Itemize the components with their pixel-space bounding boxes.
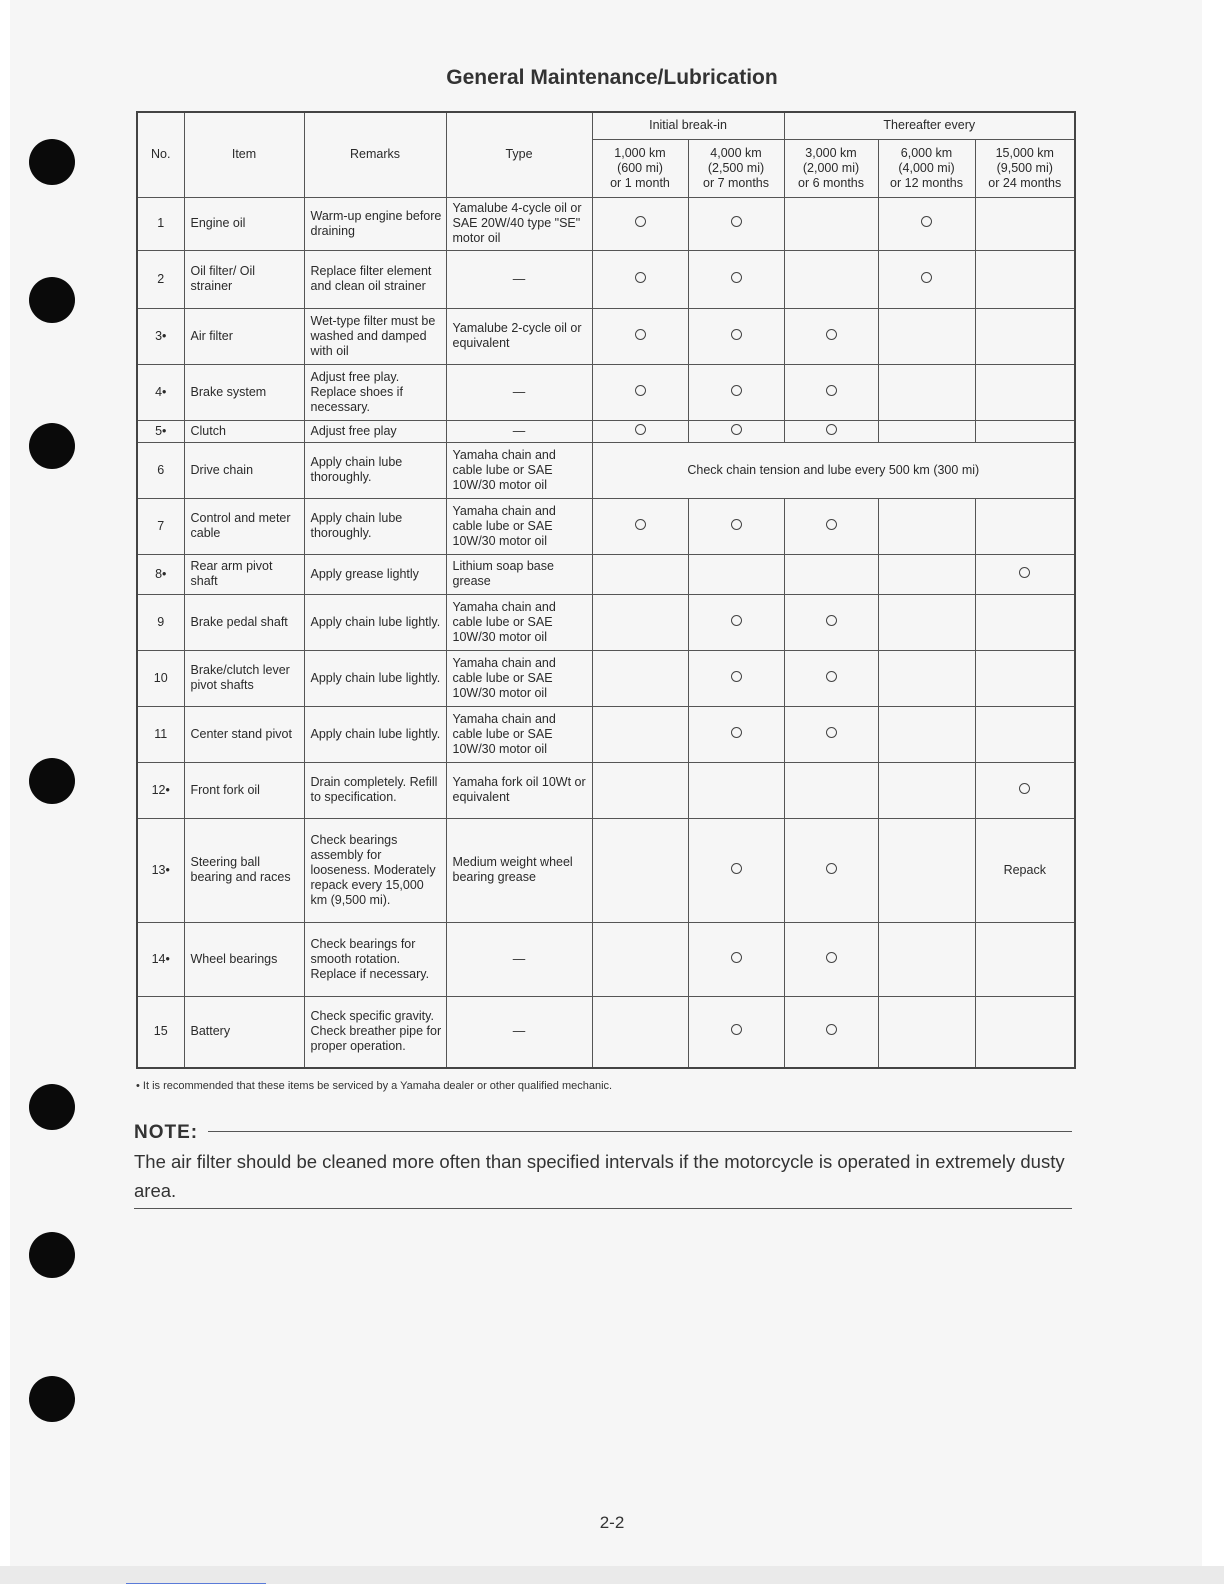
- interval-cell: [784, 922, 878, 996]
- interval-cell: [592, 594, 688, 650]
- interval-cell: [878, 762, 975, 818]
- interval-cell: [592, 996, 688, 1068]
- interval-cell: [688, 922, 784, 996]
- circle-mark-icon: [635, 329, 646, 340]
- circle-mark-icon: [826, 1024, 837, 1035]
- header-item: Item: [184, 112, 304, 197]
- table-row: [137, 762, 1075, 818]
- interval-cell: [784, 762, 878, 818]
- note-divider: [134, 1208, 1072, 1209]
- interval-cell: [592, 197, 688, 250]
- footnote: • It is recommended that these items be serviced by a Yamaha dealer or other qualified mechanic.: [136, 1080, 613, 1092]
- header-interval-line: or 24 months: [988, 175, 1062, 190]
- circle-mark-icon: [731, 615, 742, 626]
- row-remarks: Replace filter element and clean oil strainer: [304, 250, 446, 308]
- interval-cell: [784, 706, 878, 762]
- circle-mark-icon: [826, 863, 837, 874]
- row-number: 14•: [137, 922, 184, 996]
- note-text: The air filter should be cleaned more often than specified intervals if the motorcycle is operated in extremely dusty area.: [134, 1151, 1065, 1201]
- header-interval-line: (2,500 mi): [707, 160, 765, 175]
- header-interval-line: (2,000 mi): [802, 160, 860, 175]
- interval-cell-text: Repack: [975, 818, 1075, 922]
- circle-mark-icon: [1019, 567, 1030, 578]
- table-row: [137, 650, 1075, 706]
- interval-cell: [975, 197, 1075, 250]
- circle-mark-icon: [921, 216, 932, 227]
- table-row: [137, 818, 1075, 922]
- row-number: 4•: [137, 364, 184, 420]
- circle-mark-icon: [826, 727, 837, 738]
- interval-cell: [975, 594, 1075, 650]
- row-number: 9: [137, 594, 184, 650]
- circle-mark-icon: [826, 615, 837, 626]
- circle-mark-icon: [921, 272, 932, 283]
- header-interval-line: or 6 months: [798, 175, 865, 190]
- circle-mark-icon: [635, 424, 646, 435]
- interval-cell: [878, 594, 975, 650]
- interval-cell: [784, 308, 878, 364]
- interval-cell: [592, 364, 688, 420]
- row-remarks: Drain completely. Refill to specification.: [304, 762, 446, 818]
- binder-hole: [29, 423, 75, 469]
- interval-cell: [784, 250, 878, 308]
- interval-cell: [975, 650, 1075, 706]
- row-type: Yamaha chain and cable lube or SAE 10W/30 motor oil: [446, 594, 592, 650]
- row-number: 7: [137, 498, 184, 554]
- interval-cell: [688, 650, 784, 706]
- interval-cell: [878, 420, 975, 442]
- circle-mark-icon: [826, 519, 837, 530]
- table-row: [137, 442, 1075, 498]
- binder-hole: [29, 1232, 75, 1278]
- row-item: Brake pedal shaft: [184, 594, 304, 650]
- interval-cell: [688, 594, 784, 650]
- header-interval-line: (600 mi): [617, 160, 663, 175]
- binder-hole: [29, 1084, 75, 1130]
- interval-cell: [688, 818, 784, 922]
- header-interval: [592, 139, 688, 197]
- row-type: Medium weight wheel bearing grease: [446, 818, 592, 922]
- binder-hole: [29, 758, 75, 804]
- row-number: 13•: [137, 818, 184, 922]
- interval-cell: [592, 250, 688, 308]
- row-remarks: Wet-type filter must be washed and damped with oil: [304, 308, 446, 364]
- row-remarks: Apply grease lightly: [304, 554, 446, 594]
- interval-cell: [878, 364, 975, 420]
- interval-cell: [975, 554, 1075, 594]
- row-type: Yamaha chain and cable lube or SAE 10W/30 motor oil: [446, 442, 592, 498]
- interval-cell: [784, 594, 878, 650]
- row-item: Drive chain: [184, 442, 304, 498]
- header-interval-line: (9,500 mi): [996, 160, 1053, 175]
- circle-mark-icon: [635, 216, 646, 227]
- circle-mark-icon: [826, 424, 837, 435]
- header-type: Type: [446, 112, 592, 197]
- circle-mark-icon: [731, 216, 742, 227]
- interval-cell: [784, 996, 878, 1068]
- table-row: [137, 197, 1075, 250]
- circle-mark-icon: [731, 519, 742, 530]
- row-remarks: Apply chain lube lightly.: [304, 706, 446, 762]
- interval-cell: [784, 650, 878, 706]
- row-remarks: Adjust free play: [304, 420, 446, 442]
- row-remarks: Apply chain lube thoroughly.: [304, 498, 446, 554]
- table-row: [137, 308, 1075, 364]
- table-row: [137, 594, 1075, 650]
- row-remarks: Apply chain lube lightly.: [304, 594, 446, 650]
- header-initial-break-in: Initial break-in: [592, 112, 784, 139]
- row-item: Clutch: [184, 420, 304, 442]
- table-row: [137, 996, 1075, 1068]
- row-type: Yamaha fork oil 10Wt or equivalent: [446, 762, 592, 818]
- binder-hole: [29, 139, 75, 185]
- row-item: Engine oil: [184, 197, 304, 250]
- interval-cell: [784, 364, 878, 420]
- interval-cell: [688, 996, 784, 1068]
- interval-cell: [975, 762, 1075, 818]
- interval-cell: [592, 922, 688, 996]
- note-label: NOTE:: [134, 1122, 199, 1143]
- table-row: [137, 554, 1075, 594]
- interval-cell: [878, 308, 975, 364]
- note-divider: [208, 1131, 1072, 1132]
- row-type: Yamaha chain and cable lube or SAE 10W/30 motor oil: [446, 650, 592, 706]
- binder-hole: [29, 1376, 75, 1422]
- interval-cell: [688, 420, 784, 442]
- interval-cell: [975, 922, 1075, 996]
- row-item: Center stand pivot: [184, 706, 304, 762]
- interval-cell: [784, 197, 878, 250]
- interval-cell: [592, 706, 688, 762]
- row-remarks: Adjust free play. Replace shoes if necessary.: [304, 364, 446, 420]
- interval-cell: [688, 554, 784, 594]
- row-number: 3•: [137, 308, 184, 364]
- interval-cell: [878, 650, 975, 706]
- header-interval-line: 15,000 km: [995, 145, 1054, 160]
- row-type: —: [446, 996, 592, 1068]
- circle-mark-icon: [731, 272, 742, 283]
- interval-cell: [975, 706, 1075, 762]
- interval-cell: [784, 554, 878, 594]
- header-interval-line: 4,000 km: [710, 145, 762, 160]
- circle-mark-icon: [826, 329, 837, 340]
- interval-cell: [592, 554, 688, 594]
- row-number: 12•: [137, 762, 184, 818]
- interval-cell: [878, 922, 975, 996]
- row-item: Oil filter/ Oil strainer: [184, 250, 304, 308]
- row-type: —: [446, 364, 592, 420]
- circle-mark-icon: [826, 952, 837, 963]
- page-title: General Maintenance/Lubrication: [446, 66, 778, 89]
- row-number: 15: [137, 996, 184, 1068]
- row-item: Front fork oil: [184, 762, 304, 818]
- table-row: [137, 420, 1075, 442]
- interval-cell: [688, 250, 784, 308]
- header-interval-line: 1,000 km: [614, 145, 666, 160]
- circle-mark-icon: [731, 329, 742, 340]
- interval-cell: [975, 308, 1075, 364]
- interval-cell: [592, 818, 688, 922]
- header-interval-line: or 12 months: [890, 175, 963, 190]
- row-span-text: Check chain tension and lube every 500 km (300 mi): [592, 442, 1075, 498]
- row-item: Air filter: [184, 308, 304, 364]
- row-item: Battery: [184, 996, 304, 1068]
- row-item: Brake system: [184, 364, 304, 420]
- header-interval: [784, 139, 878, 197]
- row-remarks: Warm-up engine before draining: [304, 197, 446, 250]
- row-item: Wheel bearings: [184, 922, 304, 996]
- interval-cell: [592, 308, 688, 364]
- binder-hole: [29, 277, 75, 323]
- row-type: Yamaha chain and cable lube or SAE 10W/30 motor oil: [446, 498, 592, 554]
- interval-cell: [688, 308, 784, 364]
- interval-cell: [878, 554, 975, 594]
- interval-cell: [878, 706, 975, 762]
- header-interval-line: 3,000 km: [805, 145, 857, 160]
- row-number: 11: [137, 706, 184, 762]
- table-row: [137, 498, 1075, 554]
- header-interval-line: or 7 months: [703, 175, 770, 190]
- row-type: Lithium soap base grease: [446, 554, 592, 594]
- viewer-bottom-bar: [0, 1566, 1224, 1584]
- row-number: 1: [137, 197, 184, 250]
- row-remarks: Check bearings for smooth rotation. Replace if necessary.: [304, 922, 446, 996]
- header-no: No.: [137, 112, 184, 197]
- interval-cell: [688, 498, 784, 554]
- circle-mark-icon: [731, 863, 742, 874]
- interval-cell: [975, 250, 1075, 308]
- header-interval: [688, 139, 784, 197]
- row-type: —: [446, 922, 592, 996]
- interval-cell: [975, 996, 1075, 1068]
- circle-mark-icon: [731, 385, 742, 396]
- table-row: [137, 706, 1075, 762]
- circle-mark-icon: [731, 424, 742, 435]
- interval-cell: [688, 364, 784, 420]
- interval-cell: [878, 197, 975, 250]
- circle-mark-icon: [731, 671, 742, 682]
- row-number: 10: [137, 650, 184, 706]
- page-number: 2-2: [599, 1513, 625, 1532]
- header-remarks: Remarks: [304, 112, 446, 197]
- interval-cell: [688, 197, 784, 250]
- interval-cell: [878, 818, 975, 922]
- row-remarks: Check specific gravity. Check breather pipe for proper operation.: [304, 996, 446, 1068]
- header-interval-line: 6,000 km: [900, 145, 953, 160]
- interval-cell: [878, 498, 975, 554]
- header-thereafter-every: Thereafter every: [784, 112, 1075, 139]
- circle-mark-icon: [826, 385, 837, 396]
- maintenance-table: [136, 111, 1076, 1069]
- interval-cell: [784, 498, 878, 554]
- header-interval: [878, 139, 975, 197]
- table-row: [137, 364, 1075, 420]
- circle-mark-icon: [1019, 783, 1030, 794]
- interval-cell: [784, 420, 878, 442]
- row-type: —: [446, 250, 592, 308]
- circle-mark-icon: [731, 727, 742, 738]
- row-type: Yamalube 4-cycle oil or SAE 20W/40 type "SE" motor oil: [446, 197, 592, 250]
- interval-cell: [878, 250, 975, 308]
- interval-cell: [592, 498, 688, 554]
- circle-mark-icon: [731, 952, 742, 963]
- circle-mark-icon: [635, 272, 646, 283]
- interval-cell: [784, 818, 878, 922]
- row-type: Yamalube 2-cycle oil or equivalent: [446, 308, 592, 364]
- row-type: Yamaha chain and cable lube or SAE 10W/30 motor oil: [446, 706, 592, 762]
- row-type: —: [446, 420, 592, 442]
- row-number: 2: [137, 250, 184, 308]
- interval-cell: [592, 762, 688, 818]
- row-number: 8•: [137, 554, 184, 594]
- header-interval-line: (4,000 mi): [898, 160, 955, 175]
- row-number: 5•: [137, 420, 184, 442]
- circle-mark-icon: [731, 1024, 742, 1035]
- header-interval-line: or 1 month: [610, 175, 670, 190]
- circle-mark-icon: [635, 385, 646, 396]
- row-number: 6: [137, 442, 184, 498]
- row-item: Brake/clutch lever pivot shafts: [184, 650, 304, 706]
- interval-cell: [878, 996, 975, 1068]
- row-item: Rear arm pivot shaft: [184, 554, 304, 594]
- interval-cell: [592, 650, 688, 706]
- interval-cell: [975, 498, 1075, 554]
- interval-cell: [688, 762, 784, 818]
- row-remarks: Check bearings assembly for looseness. Moderately repack every 15,000 km (9,500 mi).: [304, 818, 446, 922]
- row-item: Control and meter cable: [184, 498, 304, 554]
- circle-mark-icon: [635, 519, 646, 530]
- row-remarks: Apply chain lube lightly.: [304, 650, 446, 706]
- table-row: [137, 250, 1075, 308]
- header-interval: [975, 139, 1075, 197]
- interval-cell: [592, 420, 688, 442]
- interval-cell: [975, 364, 1075, 420]
- circle-mark-icon: [826, 671, 837, 682]
- interval-cell: [975, 420, 1075, 442]
- row-item: Steering ball bearing and races: [184, 818, 304, 922]
- interval-cell: [688, 706, 784, 762]
- table-row: [137, 922, 1075, 996]
- row-remarks: Apply chain lube thoroughly.: [304, 442, 446, 498]
